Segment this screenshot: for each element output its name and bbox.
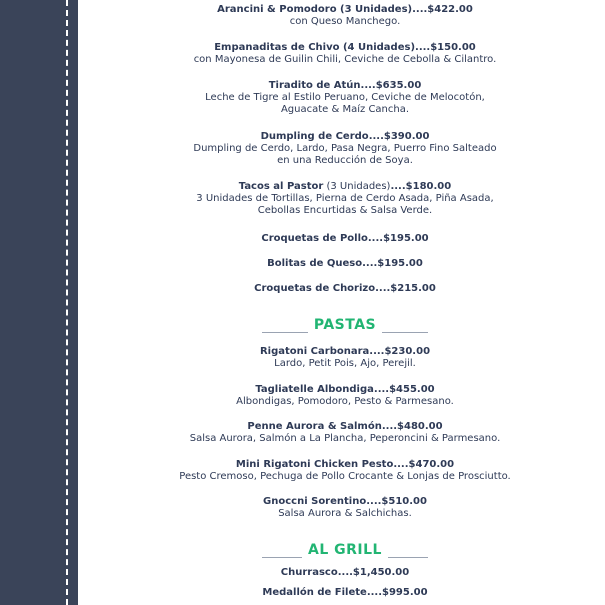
item-description: Aguacate & Maíz Cancha. — [280, 104, 410, 115]
item-name: Churrasco....$1,450.00 — [280, 567, 410, 578]
item-description: Albondigas, Pomodoro, Pesto & Parmesano. — [236, 396, 454, 407]
menu-item — [150, 258, 540, 270]
item-description: Cebollas Encurtidas & Salsa Verde. — [257, 205, 433, 216]
menu-item — [150, 567, 540, 579]
item-description: en una Reducción de Soya. — [277, 155, 413, 166]
item-name: Dumpling de Cerdo — [260, 131, 369, 142]
item-name: Gnoccni Sorentino — [263, 496, 367, 507]
menu-item — [150, 459, 540, 483]
menu-item — [150, 384, 540, 408]
item-description: 3 Unidades de Tortillas, Pierna de Cerdo Asada, Piña Asada, — [196, 193, 494, 204]
item-price: ....$422.00 — [412, 4, 473, 15]
menu-item — [150, 587, 540, 599]
item-name: Mini Rigatoni Chicken Pesto — [235, 459, 394, 470]
item-price: ....$480.00 — [381, 421, 443, 432]
item-description: con Mayonesa de Guilin Chili, Ceviche de Cebolla & Cilantro. — [193, 54, 497, 65]
menu-item — [150, 496, 540, 520]
item-description: Salsa Aurora & Salchichas. — [278, 508, 412, 519]
menu-item — [150, 421, 540, 445]
item-price: ....$510.00 — [366, 496, 427, 507]
stitch-line — [66, 0, 68, 605]
menu-item — [150, 80, 540, 116]
item-price: ....$470.00 — [393, 459, 455, 470]
item-description: Dumpling de Cerdo, Lardo, Pasa Negra, Puerro Fino Salteado — [193, 143, 497, 154]
item-description: Lardo, Petit Pois, Ajo, Perejil. — [274, 358, 416, 369]
item-name: Bolitas de Queso — [267, 258, 363, 269]
item-price: ....$455.00 — [373, 384, 435, 395]
section-header-pastas — [150, 317, 540, 339]
menu-item — [150, 42, 540, 66]
item-description: Pesto Cremoso, Pechuga de Pollo Crocante & Lonjas de Prosciutto. — [179, 471, 511, 482]
menu-item — [150, 181, 540, 217]
item-name: Empanaditas de Chivo (4 Unidades) — [214, 42, 416, 53]
item-price: ....$180.00 — [390, 181, 452, 192]
item-price: ....$230.00 — [369, 346, 431, 357]
item-price: ....$390.00 — [368, 131, 430, 142]
item-price: ....$195.00 — [367, 233, 429, 244]
menu-item — [150, 283, 540, 295]
item-description: Leche de Tigre al Estilo Peruano, Ceviche de Melocotón, — [205, 92, 485, 103]
menu-item — [150, 233, 540, 245]
item-price: ....$150.00 — [415, 42, 476, 53]
section-header-al-grill — [150, 542, 540, 564]
item-name: Tacos al Pastor — [238, 181, 324, 192]
item-description: con Queso Manchego. — [289, 16, 401, 27]
section-title: AL GRILL — [302, 542, 388, 558]
item-price: ....$635.00 — [360, 80, 422, 91]
section-title: PASTAS — [308, 317, 382, 333]
item-price: ....$215.00 — [375, 283, 436, 294]
item-name: Rigatoni Carbonara — [259, 346, 370, 357]
item-name-suffix: (3 Unidades) — [323, 181, 391, 192]
item-name: Croquetas de Pollo — [261, 233, 368, 244]
item-name: Tiradito de Atún — [268, 80, 361, 91]
item-name: Arancini & Pomodoro (3 Unidades) — [217, 4, 413, 15]
menu-item — [150, 346, 540, 370]
item-price: ....$195.00 — [362, 258, 423, 269]
item-name: Tagliatelle Albondiga — [255, 384, 374, 395]
item-name: Croquetas de Chorizo — [254, 283, 376, 294]
item-description: Salsa Aurora, Salmón a La Plancha, Peperoncini & Parmesano. — [189, 433, 501, 444]
menu-item — [150, 131, 540, 167]
menu-item — [150, 4, 540, 28]
item-name: Medallón de Filete....$995.00 — [262, 587, 428, 598]
item-name: Penne Aurora & Salmón — [247, 421, 382, 432]
